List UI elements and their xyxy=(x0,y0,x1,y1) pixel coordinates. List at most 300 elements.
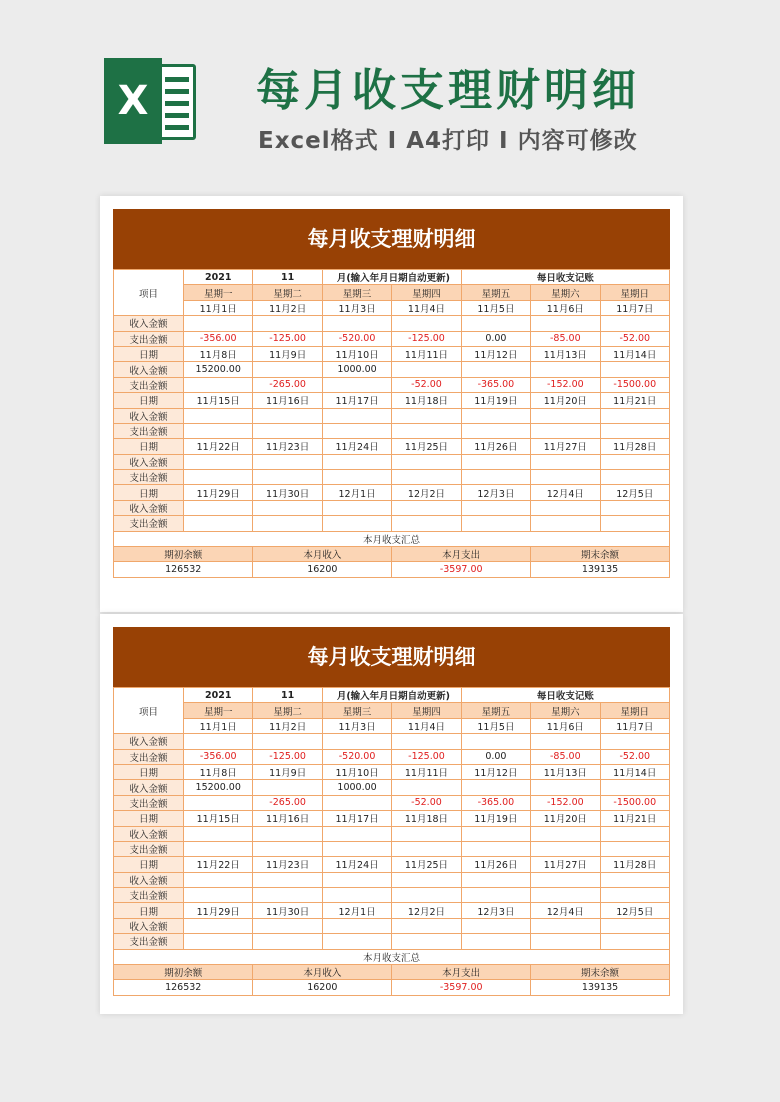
weekday-cell: 星期六 xyxy=(531,285,600,300)
row-label-expense: 支出金额 xyxy=(114,841,184,856)
summary-header-cell: 本月收入 xyxy=(253,965,392,980)
income-cell[interactable] xyxy=(322,734,391,749)
income-row xyxy=(114,872,670,887)
weekday-cell: 星期一 xyxy=(184,703,253,718)
expense-cell[interactable] xyxy=(600,470,669,485)
income-cell[interactable] xyxy=(253,872,322,887)
expense-cell[interactable] xyxy=(392,888,461,903)
expense-cell[interactable]: -125.00 xyxy=(392,749,461,764)
date-row xyxy=(114,485,670,500)
weekday-row xyxy=(114,703,670,718)
expense-cell[interactable] xyxy=(253,470,322,485)
daily-ledger-title: 每日收支记账 xyxy=(461,270,669,285)
summary-value-cell[interactable]: 16200 xyxy=(253,980,392,995)
income-cell[interactable] xyxy=(322,408,391,423)
income-cell[interactable] xyxy=(392,780,461,795)
income-cell[interactable] xyxy=(253,780,322,795)
expense-cell[interactable]: -365.00 xyxy=(461,795,530,810)
income-cell[interactable] xyxy=(531,918,600,933)
date-cell: 11月17日 xyxy=(322,393,391,408)
income-row xyxy=(114,316,670,331)
income-cell[interactable] xyxy=(253,826,322,841)
income-row xyxy=(114,408,670,423)
expense-cell[interactable]: 0.00 xyxy=(461,331,530,346)
date-cell: 11月5日 xyxy=(461,300,530,315)
expense-cell[interactable] xyxy=(184,423,253,438)
expense-cell[interactable] xyxy=(322,888,391,903)
excel-logo-icon xyxy=(104,58,200,144)
expense-cell[interactable] xyxy=(600,423,669,438)
expense-row xyxy=(114,795,670,810)
income-cell[interactable] xyxy=(461,872,530,887)
income-cell[interactable] xyxy=(253,408,322,423)
expense-cell[interactable] xyxy=(253,841,322,856)
date-cell: 12月1日 xyxy=(322,485,391,500)
excel-x-letter: X xyxy=(104,58,162,144)
date-cell: 11月26日 xyxy=(461,439,530,454)
income-cell[interactable] xyxy=(392,826,461,841)
summary-header-cell: 本月支出 xyxy=(392,547,531,562)
date-cell: 11月8日 xyxy=(184,764,253,779)
date-cell: 11月8日 xyxy=(184,346,253,361)
income-cell[interactable] xyxy=(184,408,253,423)
date-cell: 11月19日 xyxy=(461,393,530,408)
income-cell[interactable] xyxy=(461,316,530,331)
row-label-expense: 支出金额 xyxy=(114,934,184,949)
year-cell[interactable]: 2021 xyxy=(184,688,253,703)
date-cell: 11月21日 xyxy=(600,811,669,826)
table-header-row xyxy=(114,270,670,285)
expense-cell[interactable] xyxy=(392,516,461,531)
weekday-cell: 星期一 xyxy=(184,285,253,300)
expense-cell[interactable] xyxy=(531,516,600,531)
month-cell[interactable]: 11 xyxy=(253,688,322,703)
income-cell[interactable] xyxy=(322,918,391,933)
weekday-cell: 星期五 xyxy=(461,285,530,300)
summary-header-cell: 期初余额 xyxy=(114,547,253,562)
expense-cell[interactable] xyxy=(392,470,461,485)
income-row xyxy=(114,734,670,749)
date-cell: 11月10日 xyxy=(322,346,391,361)
date-cell: 11月24日 xyxy=(322,857,391,872)
weekday-row xyxy=(114,285,670,300)
date-cell: 11月24日 xyxy=(322,439,391,454)
summary-title: 本月收支汇总 xyxy=(114,531,670,546)
expense-cell[interactable] xyxy=(184,888,253,903)
date-cell: 11月15日 xyxy=(184,811,253,826)
date-cell: 11月29日 xyxy=(184,485,253,500)
income-cell[interactable] xyxy=(600,826,669,841)
date-cell: 11月9日 xyxy=(253,764,322,779)
row-label-date: 日期 xyxy=(114,811,184,826)
weekday-cell: 星期日 xyxy=(600,703,669,718)
row-label-income: 收入金额 xyxy=(114,780,184,795)
expense-cell[interactable]: -520.00 xyxy=(322,749,391,764)
row-label-date: 日期 xyxy=(114,346,184,361)
income-cell[interactable] xyxy=(600,316,669,331)
date-cell: 12月4日 xyxy=(531,903,600,918)
expense-row xyxy=(114,749,670,764)
row-label-expense: 支出金额 xyxy=(114,423,184,438)
page-subtitle: Excel格式 I A4打印 I 内容可修改 xyxy=(258,128,638,154)
date-cell: 11月30日 xyxy=(253,485,322,500)
date-cell: 12月1日 xyxy=(322,903,391,918)
date-row xyxy=(114,903,670,918)
summary-header-cell: 期末余额 xyxy=(531,547,670,562)
summary-header-cell: 期初余额 xyxy=(114,965,253,980)
income-cell[interactable] xyxy=(600,362,669,377)
expense-cell[interactable] xyxy=(600,888,669,903)
income-cell[interactable] xyxy=(392,408,461,423)
expense-cell[interactable] xyxy=(184,795,253,810)
expense-cell[interactable] xyxy=(184,841,253,856)
date-row xyxy=(114,439,670,454)
date-cell: 11月10日 xyxy=(322,764,391,779)
expense-cell[interactable]: -265.00 xyxy=(253,795,322,810)
date-cell: 11月12日 xyxy=(461,764,530,779)
row-label-expense: 支出金额 xyxy=(114,888,184,903)
date-cell: 11月19日 xyxy=(461,811,530,826)
expense-cell[interactable]: -52.00 xyxy=(600,749,669,764)
date-cell: 11月4日 xyxy=(392,300,461,315)
weekday-cell: 星期六 xyxy=(531,703,600,718)
expense-cell[interactable]: -356.00 xyxy=(184,749,253,764)
income-cell[interactable] xyxy=(600,780,669,795)
income-row xyxy=(114,780,670,795)
expense-cell[interactable]: -52.00 xyxy=(392,377,461,392)
income-cell[interactable] xyxy=(322,316,391,331)
date-cell: 11月1日 xyxy=(184,300,253,315)
income-row xyxy=(114,362,670,377)
date-cell: 11月22日 xyxy=(184,439,253,454)
date-cell: 11月25日 xyxy=(392,857,461,872)
summary-value-row xyxy=(114,980,670,995)
date-cell: 11月20日 xyxy=(531,393,600,408)
date-cell: 12月5日 xyxy=(600,485,669,500)
weekday-cell: 星期二 xyxy=(253,703,322,718)
sheet-2 xyxy=(100,614,683,1014)
expense-row xyxy=(114,423,670,438)
date-cell: 11月26日 xyxy=(461,857,530,872)
expense-cell[interactable]: -125.00 xyxy=(253,749,322,764)
expense-cell[interactable] xyxy=(461,841,530,856)
summary-value-cell[interactable]: -3597.00 xyxy=(392,980,531,995)
expense-cell[interactable]: -1500.00 xyxy=(600,377,669,392)
date-cell: 11月2日 xyxy=(253,300,322,315)
income-cell[interactable] xyxy=(184,826,253,841)
row-label-date: 日期 xyxy=(114,903,184,918)
expense-cell[interactable] xyxy=(253,888,322,903)
ledger-table xyxy=(113,269,670,578)
page-title: 每月收支理财明细 xyxy=(256,65,640,116)
date-cell: 11月13日 xyxy=(531,764,600,779)
date-cell: 11月28日 xyxy=(600,857,669,872)
date-cell: 11月6日 xyxy=(531,718,600,733)
month-note: 月(输入年月日期自动更新) xyxy=(322,270,461,285)
expense-row xyxy=(114,841,670,856)
expense-cell[interactable] xyxy=(322,841,391,856)
income-cell[interactable] xyxy=(322,826,391,841)
income-cell[interactable] xyxy=(461,918,530,933)
income-cell[interactable] xyxy=(253,500,322,515)
income-cell[interactable] xyxy=(461,362,530,377)
expense-row xyxy=(114,516,670,531)
income-cell[interactable] xyxy=(392,362,461,377)
income-cell[interactable] xyxy=(322,454,391,469)
date-cell: 11月3日 xyxy=(322,300,391,315)
date-cell: 11月17日 xyxy=(322,811,391,826)
expense-cell[interactable] xyxy=(531,470,600,485)
income-cell[interactable] xyxy=(253,362,322,377)
date-cell: 11月29日 xyxy=(184,903,253,918)
income-cell[interactable]: 1000.00 xyxy=(322,780,391,795)
weekday-cell: 星期四 xyxy=(392,703,461,718)
row-label-income: 收入金额 xyxy=(114,408,184,423)
weekday-cell: 星期二 xyxy=(253,285,322,300)
date-cell: 11月1日 xyxy=(184,718,253,733)
income-cell[interactable] xyxy=(600,500,669,515)
date-cell: 11月7日 xyxy=(600,300,669,315)
weekday-cell: 星期五 xyxy=(461,703,530,718)
income-cell[interactable] xyxy=(531,454,600,469)
expense-cell[interactable] xyxy=(184,934,253,949)
row-label-income: 收入金额 xyxy=(114,454,184,469)
income-cell[interactable] xyxy=(392,918,461,933)
income-cell[interactable] xyxy=(531,734,600,749)
date-cell: 11月22日 xyxy=(184,857,253,872)
sheet-1 xyxy=(100,196,683,612)
expense-cell[interactable] xyxy=(461,516,530,531)
date-cell: 11月7日 xyxy=(600,718,669,733)
expense-cell[interactable] xyxy=(253,934,322,949)
income-cell[interactable] xyxy=(253,918,322,933)
weekday-cell: 星期三 xyxy=(322,285,391,300)
row-label-income: 收入金额 xyxy=(114,918,184,933)
summary-value-cell[interactable]: 126532 xyxy=(114,980,253,995)
income-cell[interactable] xyxy=(253,316,322,331)
date-cell: 11月4日 xyxy=(392,718,461,733)
date-row xyxy=(114,300,670,315)
item-header: 项目 xyxy=(114,270,184,316)
row-label-expense: 支出金额 xyxy=(114,795,184,810)
income-cell[interactable] xyxy=(253,454,322,469)
date-cell: 11月21日 xyxy=(600,393,669,408)
expense-cell[interactable] xyxy=(600,841,669,856)
row-label-income: 收入金额 xyxy=(114,734,184,749)
date-cell: 12月5日 xyxy=(600,903,669,918)
row-label-income: 收入金额 xyxy=(114,872,184,887)
summary-header-cell: 期末余额 xyxy=(531,965,670,980)
page-header xyxy=(0,0,780,180)
expense-cell[interactable]: -265.00 xyxy=(253,377,322,392)
year-cell[interactable]: 2021 xyxy=(184,270,253,285)
summary-header-row xyxy=(114,965,670,980)
expense-cell[interactable] xyxy=(531,841,600,856)
date-row xyxy=(114,718,670,733)
expense-cell[interactable]: -52.00 xyxy=(600,331,669,346)
date-cell: 11月23日 xyxy=(253,857,322,872)
income-cell[interactable] xyxy=(461,408,530,423)
expense-cell[interactable] xyxy=(322,470,391,485)
expense-cell[interactable] xyxy=(184,470,253,485)
date-cell: 11月18日 xyxy=(392,811,461,826)
income-cell[interactable] xyxy=(600,454,669,469)
expense-cell[interactable] xyxy=(253,516,322,531)
income-cell[interactable] xyxy=(461,826,530,841)
expense-cell[interactable] xyxy=(184,516,253,531)
income-cell[interactable] xyxy=(461,500,530,515)
expense-cell[interactable] xyxy=(392,934,461,949)
date-cell: 12月2日 xyxy=(392,903,461,918)
expense-cell[interactable] xyxy=(531,888,600,903)
date-cell: 11月3日 xyxy=(322,718,391,733)
summary-value-row xyxy=(114,562,670,577)
income-cell[interactable] xyxy=(392,454,461,469)
income-cell[interactable] xyxy=(461,780,530,795)
date-row xyxy=(114,857,670,872)
row-label-income: 收入金额 xyxy=(114,500,184,515)
income-cell[interactable]: 15200.00 xyxy=(184,362,253,377)
income-cell[interactable] xyxy=(184,872,253,887)
income-cell[interactable] xyxy=(392,872,461,887)
expense-cell[interactable] xyxy=(600,934,669,949)
date-cell: 11月13日 xyxy=(531,346,600,361)
expense-cell[interactable]: -52.00 xyxy=(392,795,461,810)
date-cell: 11月25日 xyxy=(392,439,461,454)
expense-cell[interactable] xyxy=(392,423,461,438)
income-cell[interactable] xyxy=(253,734,322,749)
income-cell[interactable] xyxy=(184,500,253,515)
expense-cell[interactable] xyxy=(322,795,391,810)
summary-header-row xyxy=(114,547,670,562)
row-label-expense: 支出金额 xyxy=(114,516,184,531)
expense-cell[interactable] xyxy=(184,377,253,392)
income-cell[interactable] xyxy=(392,734,461,749)
summary-title-row xyxy=(114,949,670,964)
date-cell: 11月14日 xyxy=(600,764,669,779)
income-cell[interactable] xyxy=(600,918,669,933)
summary-value-cell[interactable]: 126532 xyxy=(114,562,253,577)
income-cell[interactable] xyxy=(531,316,600,331)
income-cell[interactable] xyxy=(531,780,600,795)
income-cell[interactable] xyxy=(461,454,530,469)
expense-cell[interactable] xyxy=(531,934,600,949)
income-cell[interactable] xyxy=(392,316,461,331)
expense-row xyxy=(114,888,670,903)
sheet-band-title: 每月收支理财明细 xyxy=(113,627,670,687)
date-row xyxy=(114,393,670,408)
row-label-expense: 支出金额 xyxy=(114,331,184,346)
item-header: 项目 xyxy=(114,688,184,734)
income-cell[interactable]: 1000.00 xyxy=(322,362,391,377)
date-cell: 11月9日 xyxy=(253,346,322,361)
daily-ledger-title: 每日收支记账 xyxy=(461,688,669,703)
expense-cell[interactable] xyxy=(322,423,391,438)
date-cell: 11月27日 xyxy=(531,439,600,454)
summary-value-cell[interactable]: 139135 xyxy=(531,980,670,995)
income-cell[interactable] xyxy=(600,734,669,749)
sheet-band-title: 每月收支理财明细 xyxy=(113,209,670,269)
income-cell[interactable] xyxy=(184,734,253,749)
row-label-expense: 支出金额 xyxy=(114,749,184,764)
income-cell[interactable] xyxy=(531,408,600,423)
expense-cell[interactable]: -125.00 xyxy=(392,331,461,346)
weekday-cell: 星期日 xyxy=(600,285,669,300)
income-cell[interactable] xyxy=(322,500,391,515)
date-row xyxy=(114,764,670,779)
month-cell[interactable]: 11 xyxy=(253,270,322,285)
weekday-cell: 星期四 xyxy=(392,285,461,300)
date-row xyxy=(114,811,670,826)
income-cell[interactable] xyxy=(531,826,600,841)
expense-cell[interactable] xyxy=(322,934,391,949)
expense-cell[interactable] xyxy=(322,377,391,392)
income-cell[interactable] xyxy=(184,316,253,331)
expense-cell[interactable] xyxy=(253,423,322,438)
row-label-income: 收入金额 xyxy=(114,826,184,841)
expense-cell[interactable] xyxy=(461,934,530,949)
expense-cell[interactable] xyxy=(322,516,391,531)
expense-cell[interactable] xyxy=(600,516,669,531)
expense-cell[interactable]: -365.00 xyxy=(461,377,530,392)
income-cell[interactable] xyxy=(600,872,669,887)
summary-value-cell[interactable]: -3597.00 xyxy=(392,562,531,577)
date-cell: 11月20日 xyxy=(531,811,600,826)
date-cell: 12月3日 xyxy=(461,485,530,500)
income-cell[interactable]: 15200.00 xyxy=(184,780,253,795)
income-cell[interactable] xyxy=(184,918,253,933)
income-cell[interactable] xyxy=(531,500,600,515)
date-cell: 11月27日 xyxy=(531,857,600,872)
income-cell[interactable] xyxy=(531,872,600,887)
income-cell[interactable] xyxy=(322,872,391,887)
date-cell: 11月16日 xyxy=(253,811,322,826)
income-cell[interactable] xyxy=(184,454,253,469)
expense-cell[interactable] xyxy=(531,423,600,438)
month-note: 月(输入年月日期自动更新) xyxy=(322,688,461,703)
row-label-income: 收入金额 xyxy=(114,362,184,377)
expense-cell[interactable] xyxy=(461,423,530,438)
row-label-date: 日期 xyxy=(114,857,184,872)
summary-title-row xyxy=(114,531,670,546)
income-cell[interactable] xyxy=(531,362,600,377)
expense-cell[interactable]: -1500.00 xyxy=(600,795,669,810)
date-cell: 11月18日 xyxy=(392,393,461,408)
expense-cell[interactable]: -520.00 xyxy=(322,331,391,346)
income-cell[interactable] xyxy=(600,408,669,423)
expense-cell[interactable]: -85.00 xyxy=(531,331,600,346)
expense-cell[interactable]: -152.00 xyxy=(531,377,600,392)
expense-cell[interactable]: -356.00 xyxy=(184,331,253,346)
expense-cell[interactable]: 0.00 xyxy=(461,749,530,764)
expense-cell[interactable] xyxy=(461,888,530,903)
date-cell: 11月15日 xyxy=(184,393,253,408)
expense-cell[interactable] xyxy=(392,841,461,856)
income-cell[interactable] xyxy=(392,500,461,515)
date-cell: 11月16日 xyxy=(253,393,322,408)
date-cell: 12月2日 xyxy=(392,485,461,500)
summary-value-cell[interactable]: 16200 xyxy=(253,562,392,577)
summary-header-cell: 本月收入 xyxy=(253,547,392,562)
expense-cell[interactable]: -125.00 xyxy=(253,331,322,346)
row-label-date: 日期 xyxy=(114,764,184,779)
expense-cell[interactable]: -152.00 xyxy=(531,795,600,810)
expense-cell[interactable] xyxy=(461,470,530,485)
expense-cell[interactable]: -85.00 xyxy=(531,749,600,764)
table-header-row xyxy=(114,688,670,703)
summary-value-cell[interactable]: 139135 xyxy=(531,562,670,577)
income-cell[interactable] xyxy=(461,734,530,749)
